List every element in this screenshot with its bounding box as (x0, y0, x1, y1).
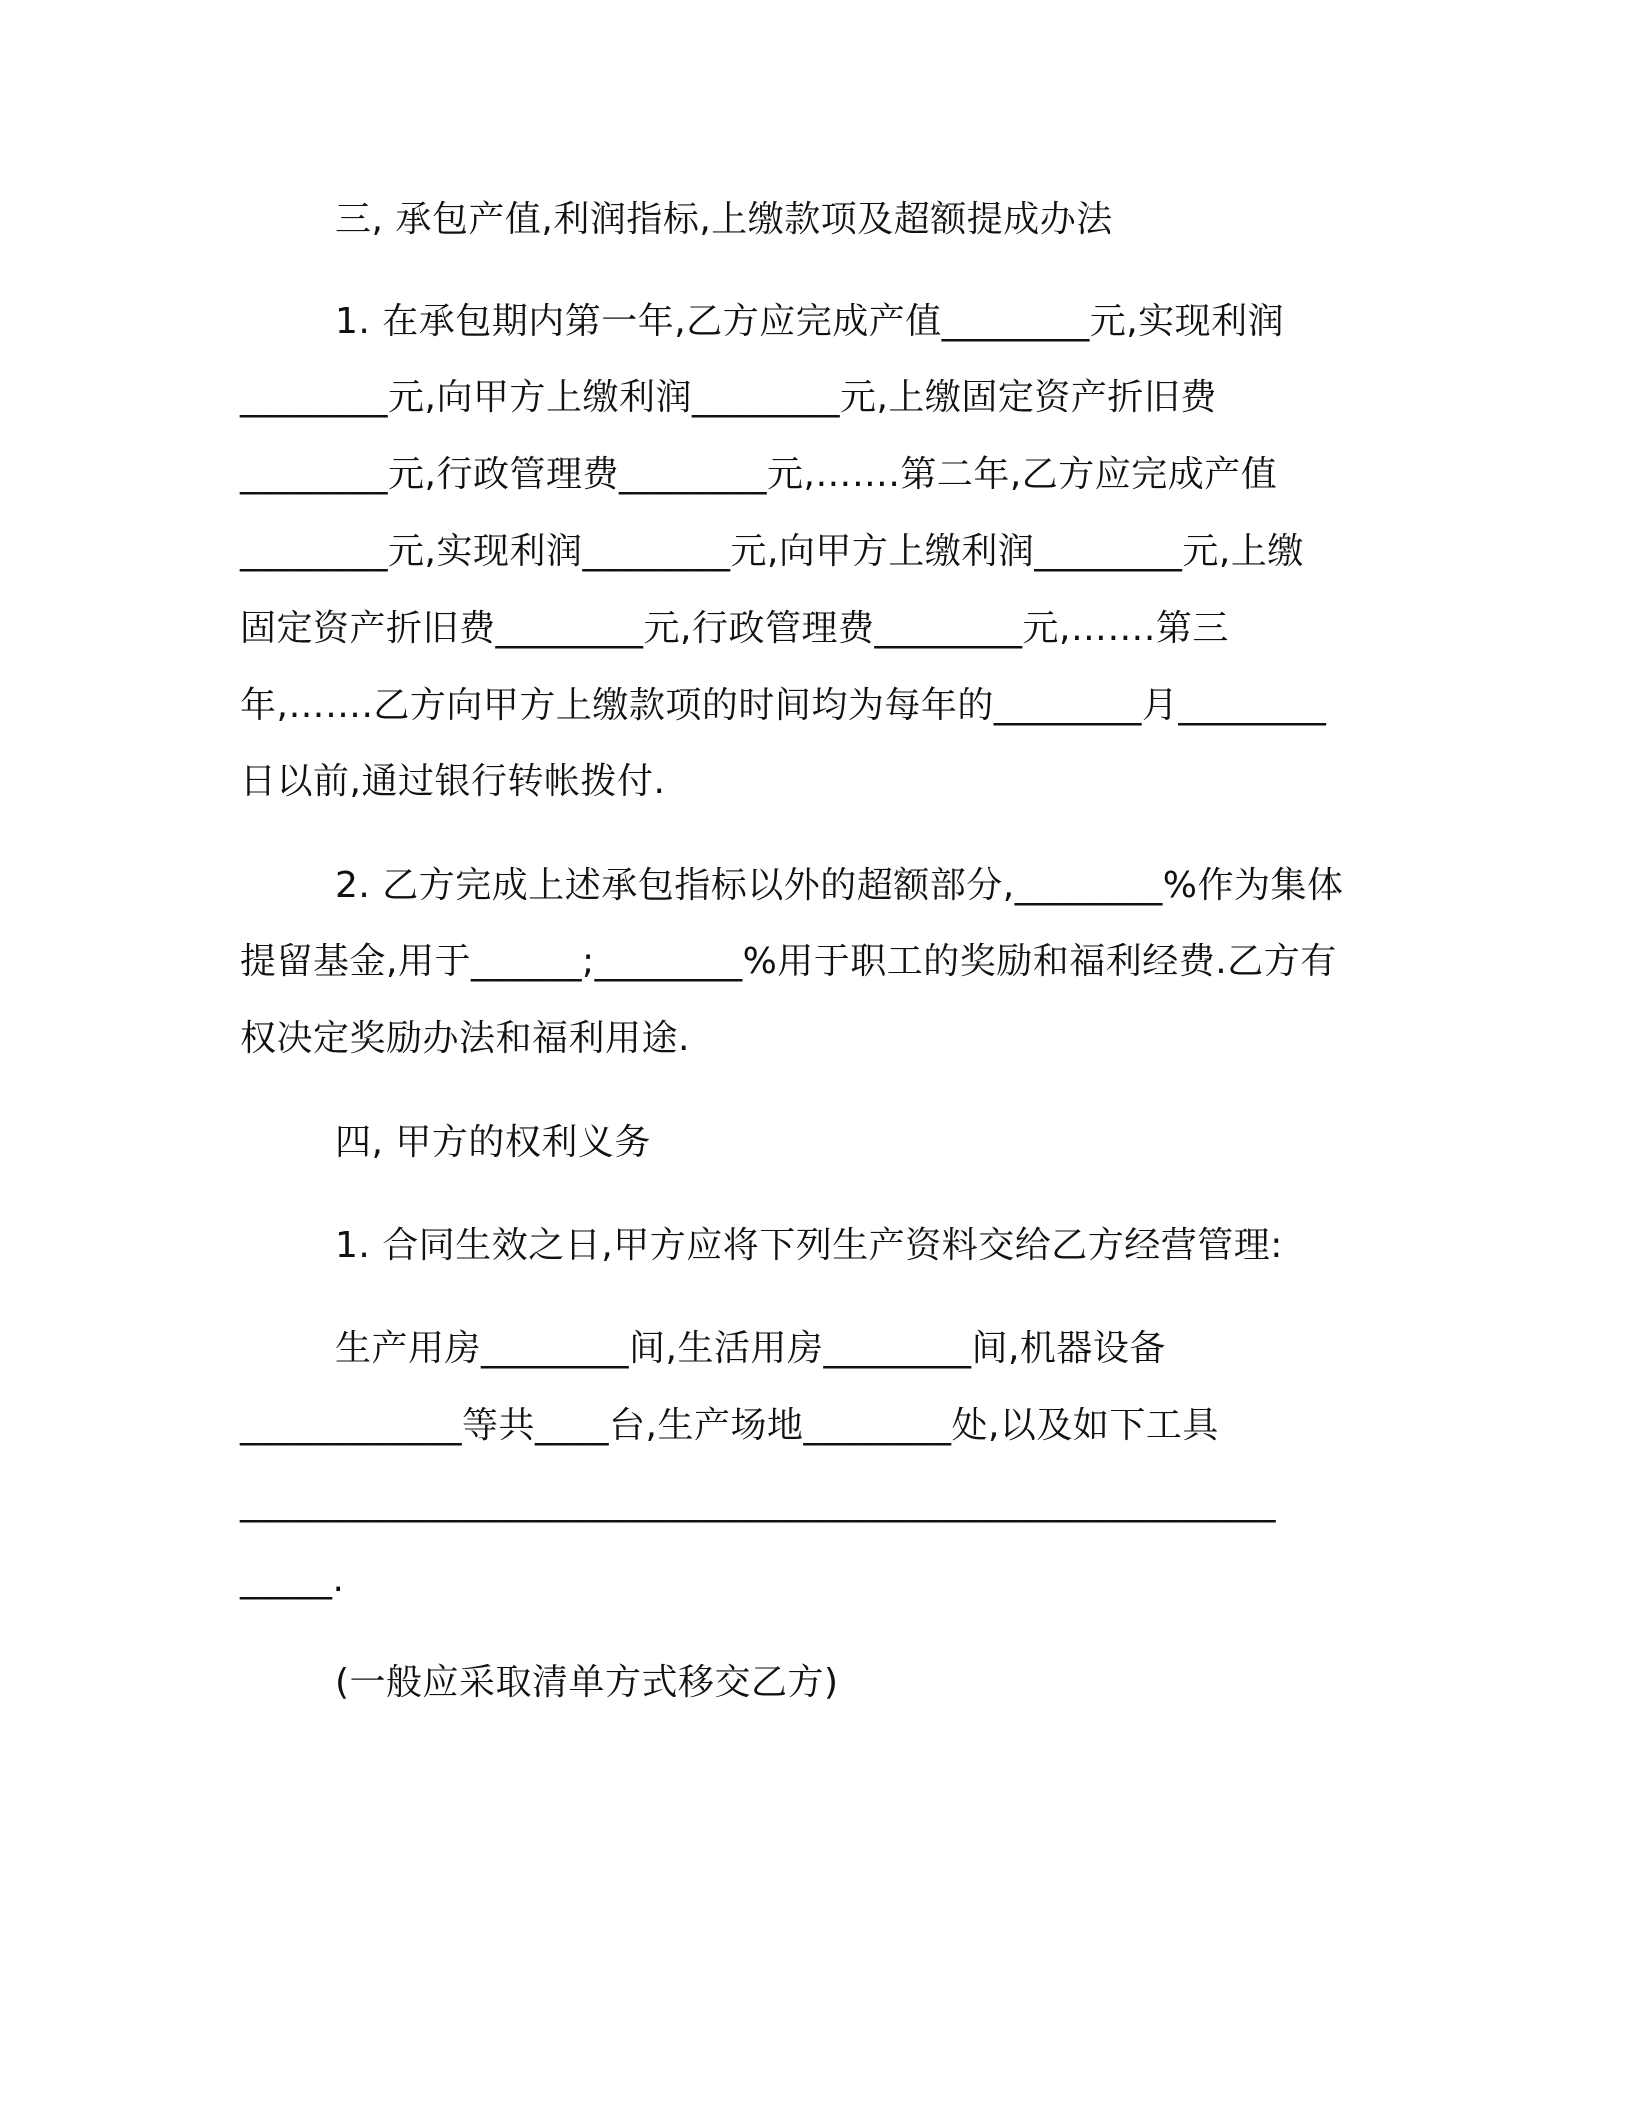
clause-3-1-line-3: ________元,行政管理费________元,…….第二年,乙方应完成产值 (240, 454, 1278, 495)
clause-3-1-line-2: ________元,向甲方上缴利润________元,上缴固定资产折旧费 (240, 377, 1217, 418)
clause-4-1-detail-line-2: ____________等共____台,生产场地________处,以及如下工具 (240, 1405, 1219, 1446)
section-3-heading: 三, 承包产值,利润指标,上缴款项及超额提成办法 (335, 199, 1113, 240)
clause-3-2-line-3: 权决定奖励办法和福利用途. (240, 1018, 690, 1059)
section-4-heading: 四, 甲方的权利义务 (335, 1122, 651, 1163)
clause-3-1-line-4: ________元,实现利润________元,向甲方上缴利润________元,上缴 (240, 531, 1304, 572)
clause-3-1-line-5: 固定资产折旧费________元,行政管理费________元,…….第三 (240, 608, 1229, 649)
clause-4-1-detail-line-1: 生产用房________间,生活用房________间,机器设备 (335, 1328, 1166, 1369)
clause-3-1-line-7: 日以前,通过银行转帐拨付. (240, 761, 666, 802)
clause-3-2-line-1: 2. 乙方完成上述承包指标以外的超额部分,________%作为集体 (335, 865, 1344, 906)
handover-note: (一般应采取清单方式移交乙方) (335, 1662, 839, 1703)
clause-3-1-line-6: 年,…….乙方向甲方上缴款项的时间均为每年的________月________ (240, 685, 1327, 726)
clause-4-1-blank-line-1: ________________________________________________________ (240, 1482, 1276, 1523)
clause-3-1-line-1: 1. 在承包期内第一年,乙方应完成产值________元,实现利润 (335, 301, 1285, 342)
clause-3-2-line-2: 提留基金,用于______;________%用于职工的奖励和福利经费.乙方有 (240, 941, 1337, 982)
clause-4-1-line-1: 1. 合同生效之日,甲方应将下列生产资料交给乙方经营管理: (335, 1225, 1283, 1266)
clause-4-1-blank-line-2: _____. (240, 1559, 345, 1600)
